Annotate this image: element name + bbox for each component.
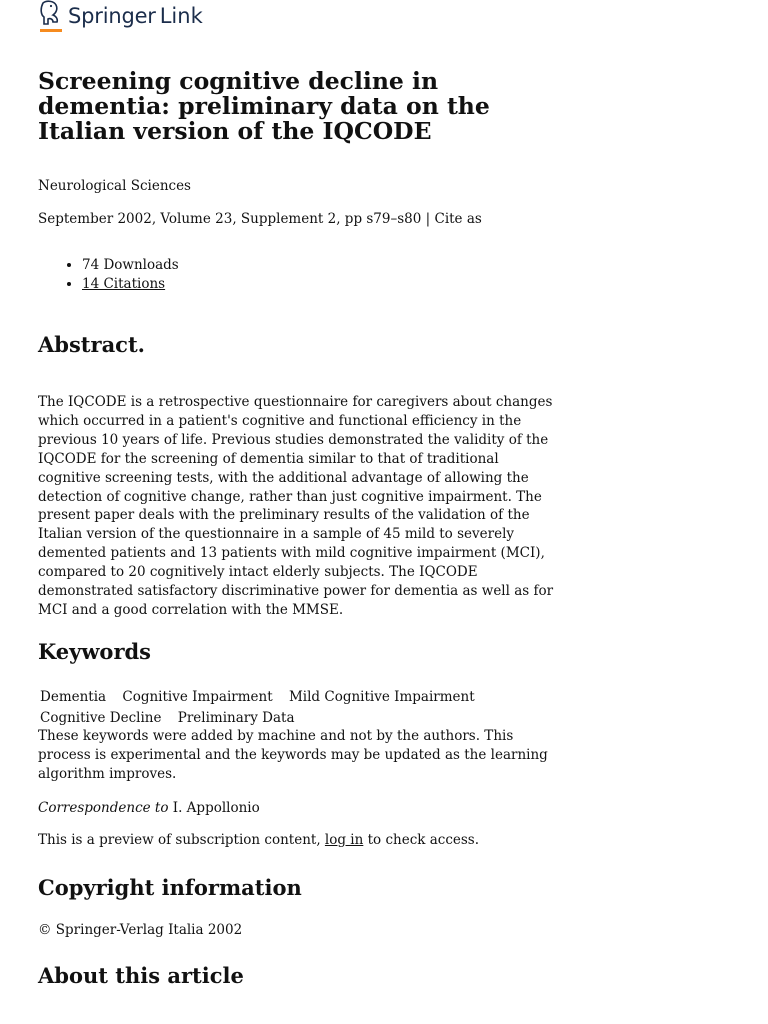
keyword-item[interactable]: Dementia [40, 689, 107, 705]
correspondence-name[interactable]: I. Appollonio [168, 800, 260, 816]
citations-count [82, 275, 179, 294]
keyword-item[interactable]: Cognitive Impairment [122, 689, 273, 705]
downloads-count [82, 256, 179, 275]
springer-horse-icon [38, 0, 64, 34]
abstract-heading: Abstract. [38, 332, 145, 357]
logo-wordmark [68, 3, 203, 29]
about-article-heading: About this article [38, 963, 244, 988]
keyword-item[interactable]: Preliminary Data [177, 710, 295, 726]
publication-details [38, 210, 482, 228]
keywords-heading: Keywords [38, 639, 152, 664]
preview-prefix: This is a preview of subscription content, [38, 832, 325, 848]
copyright-text: © Springer-Verlag Italia 2002 [38, 922, 243, 938]
log-in-link[interactable]: log in [324, 832, 364, 848]
keywords-note: These keywords were added by machine and not by the authors. This process is experimental and the keywords may be updated as the learning algorithm improves. [38, 728, 548, 782]
downloads-label: 74 Downloads [82, 257, 179, 273]
cite-as-link[interactable]: Cite as [434, 211, 482, 227]
keyword-item[interactable]: Mild Cognitive Impairment [288, 689, 475, 705]
citations-link[interactable]: 14 Citations [82, 276, 166, 292]
logo-product: Link [159, 4, 203, 28]
copyright-heading: Copyright information [38, 875, 302, 900]
springer-link-logo[interactable] [38, 0, 203, 34]
article-metrics [38, 256, 179, 294]
correspondence-label: Correspondence to [38, 800, 169, 816]
preview-suffix: to check access. [363, 832, 480, 848]
logo-brand: Springer [68, 4, 156, 28]
journal-name[interactable]: Neurological Sciences [38, 178, 191, 194]
keyword-item[interactable]: Cognitive Decline [40, 710, 162, 726]
article-title: Screening cognitive decline in dementia: preliminary data on the Italian version of the IQCODE [38, 67, 490, 145]
subscription-preview-notice [38, 831, 479, 849]
keywords-row-2 [40, 709, 307, 727]
publication-date-volume: September 2002, Volume 23, Supplement 2, pp s79–s80 | [38, 211, 435, 227]
abstract-text: The IQCODE is a retrospective questionnaire for caregivers about changes which occurred in a patient's cognitive and functional efficiency in the previous 10 years of life. Previous studies demonstrated the validity of the IQCODE for the screening of dementia similar to that of traditional cognitive screening tests, with the additional advantage of allowing the detection of cognitive change, rather than just cognitive impairment. The present paper deals with the preliminary results of the validation of the Italian version of the questionnaire in a sample of 45 mild to severely demented patients and 13 patients with mild cognitive impairment (MCI), compared to 20 cognitively intact elderly subjects. The IQCODE demonstrated satisfactory discriminative power for dementia as well as for MCI and a good correlation with the MMSE. [38, 394, 554, 618]
keywords-row-1 [40, 688, 487, 706]
correspondence [38, 799, 260, 817]
